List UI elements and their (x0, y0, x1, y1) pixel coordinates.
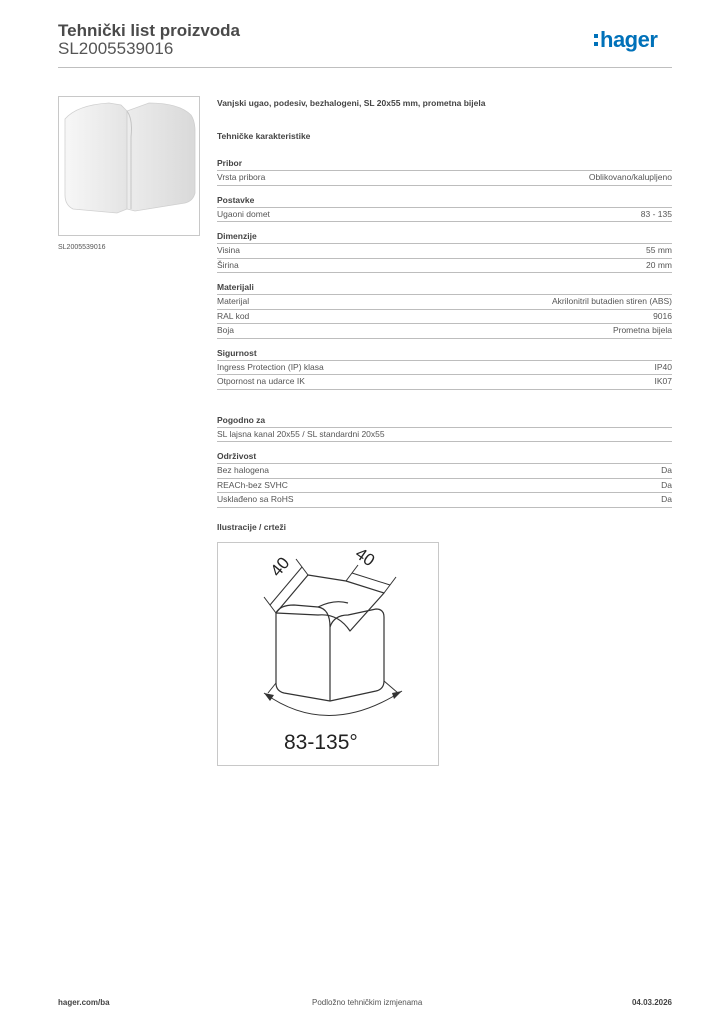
spec-value: 83 - 135 (640, 208, 672, 219)
spec-label: Visina (217, 245, 240, 255)
logo-dot-top (594, 34, 598, 38)
logo-dot-bottom (594, 42, 598, 46)
spec-value: Da (661, 479, 672, 490)
spec-label: Bez halogena (217, 465, 269, 475)
photo-caption: SL2005539016 (58, 244, 106, 251)
drawing-svg (218, 543, 438, 765)
spec-label: Usklađeno sa RoHS (217, 494, 294, 504)
illustration-heading: Ilustracije / crteži (217, 521, 286, 532)
spec-label: Ugaoni domet (217, 208, 270, 219)
group-title: Pribor (217, 158, 672, 171)
spec-value: IK07 (654, 376, 672, 386)
spec-value: Oblikovano/kalupljeno (588, 172, 672, 182)
group-title: Sigurnost (217, 348, 672, 361)
logo-text: hager (600, 27, 658, 52)
spec-row (217, 361, 672, 376)
spec-row (217, 464, 672, 479)
product-code: SL2005539016 (58, 39, 174, 58)
hager-logo (593, 26, 675, 56)
arrow-right-end (392, 691, 402, 699)
corner-left-face (276, 605, 330, 701)
group-odrzivost (217, 451, 672, 508)
section-spacer (217, 399, 672, 415)
tech-heading: Tehničke karakteristike (217, 131, 311, 141)
spec-row (217, 171, 672, 186)
group-materijali (217, 282, 672, 339)
spec-label: Vrsta pribora (217, 172, 266, 182)
spec-label: Širina (217, 259, 239, 270)
spec-value: Da (661, 494, 672, 504)
dim-right-line (352, 573, 390, 585)
spec-value: Da (661, 465, 672, 475)
arrow-left-end (264, 693, 274, 701)
spec-row (217, 479, 672, 494)
spec-value: IP40 (654, 361, 672, 372)
page-title: Tehnički list proizvoda (58, 21, 240, 40)
angle-ext-left (268, 683, 276, 693)
angle-ext-right (384, 681, 398, 693)
spec-label: Materijal (217, 296, 250, 306)
suitable-text: SL lajsna kanal 20x55 / SL standardni 20x55 (217, 428, 385, 439)
product-image (59, 97, 199, 235)
product-photo (58, 96, 200, 236)
spec-row (217, 375, 672, 390)
footer-notice: Podložno tehničkim izmjenama (312, 998, 423, 1007)
group-pribor (217, 158, 672, 186)
group-title: Materijali (217, 282, 672, 295)
spec-content (217, 98, 672, 766)
spec-row (217, 428, 672, 443)
footer-website-link[interactable]: hager.com/ba (58, 998, 110, 1007)
group-dimenzije (217, 231, 672, 273)
group-title: Dimenzije (217, 231, 672, 244)
group-sigurnost (217, 348, 672, 390)
dim-left-label: 40 (266, 552, 294, 580)
corner-seam (318, 601, 348, 606)
spec-row (217, 310, 672, 325)
spec-row (217, 295, 672, 310)
spec-label: RAL kod (217, 310, 250, 321)
spec-row (217, 493, 672, 508)
spec-label: Ingress Protection (IP) klasa (217, 361, 324, 372)
group-title: Pogodno za (217, 415, 672, 428)
group-title: Održivost (217, 451, 672, 464)
spec-label: Otpornost na udarce IK (217, 376, 305, 386)
spec-value: Akrilonitril butadien stiren (ABS) (552, 296, 672, 306)
group-title: Postavke (217, 195, 672, 208)
spec-label: Boja (217, 325, 235, 335)
product-description: Vanjski ugao, podesiv, bezhalogeni, SL 20x55 mm, prometna bijela (217, 98, 486, 108)
spec-value: 20 mm (646, 259, 672, 270)
footer-date: 04.03.2026 (631, 998, 672, 1007)
group-pogodno-za (217, 415, 672, 443)
spec-value: Prometna bijela (612, 325, 672, 335)
angle-arc (264, 691, 402, 716)
spec-row (217, 244, 672, 259)
spec-value: 55 mm (646, 245, 672, 255)
spec-row (217, 324, 672, 339)
spec-row (217, 208, 672, 223)
dim-right-label: 40 (351, 543, 379, 570)
group-postavke (217, 195, 672, 223)
header-divider (58, 67, 672, 68)
spec-label: REACh-bez SVHC (217, 479, 288, 490)
technical-drawing (217, 542, 439, 766)
spec-value: 9016 (653, 310, 672, 321)
angle-label: 83-135° (284, 730, 358, 754)
spec-row (217, 259, 672, 274)
